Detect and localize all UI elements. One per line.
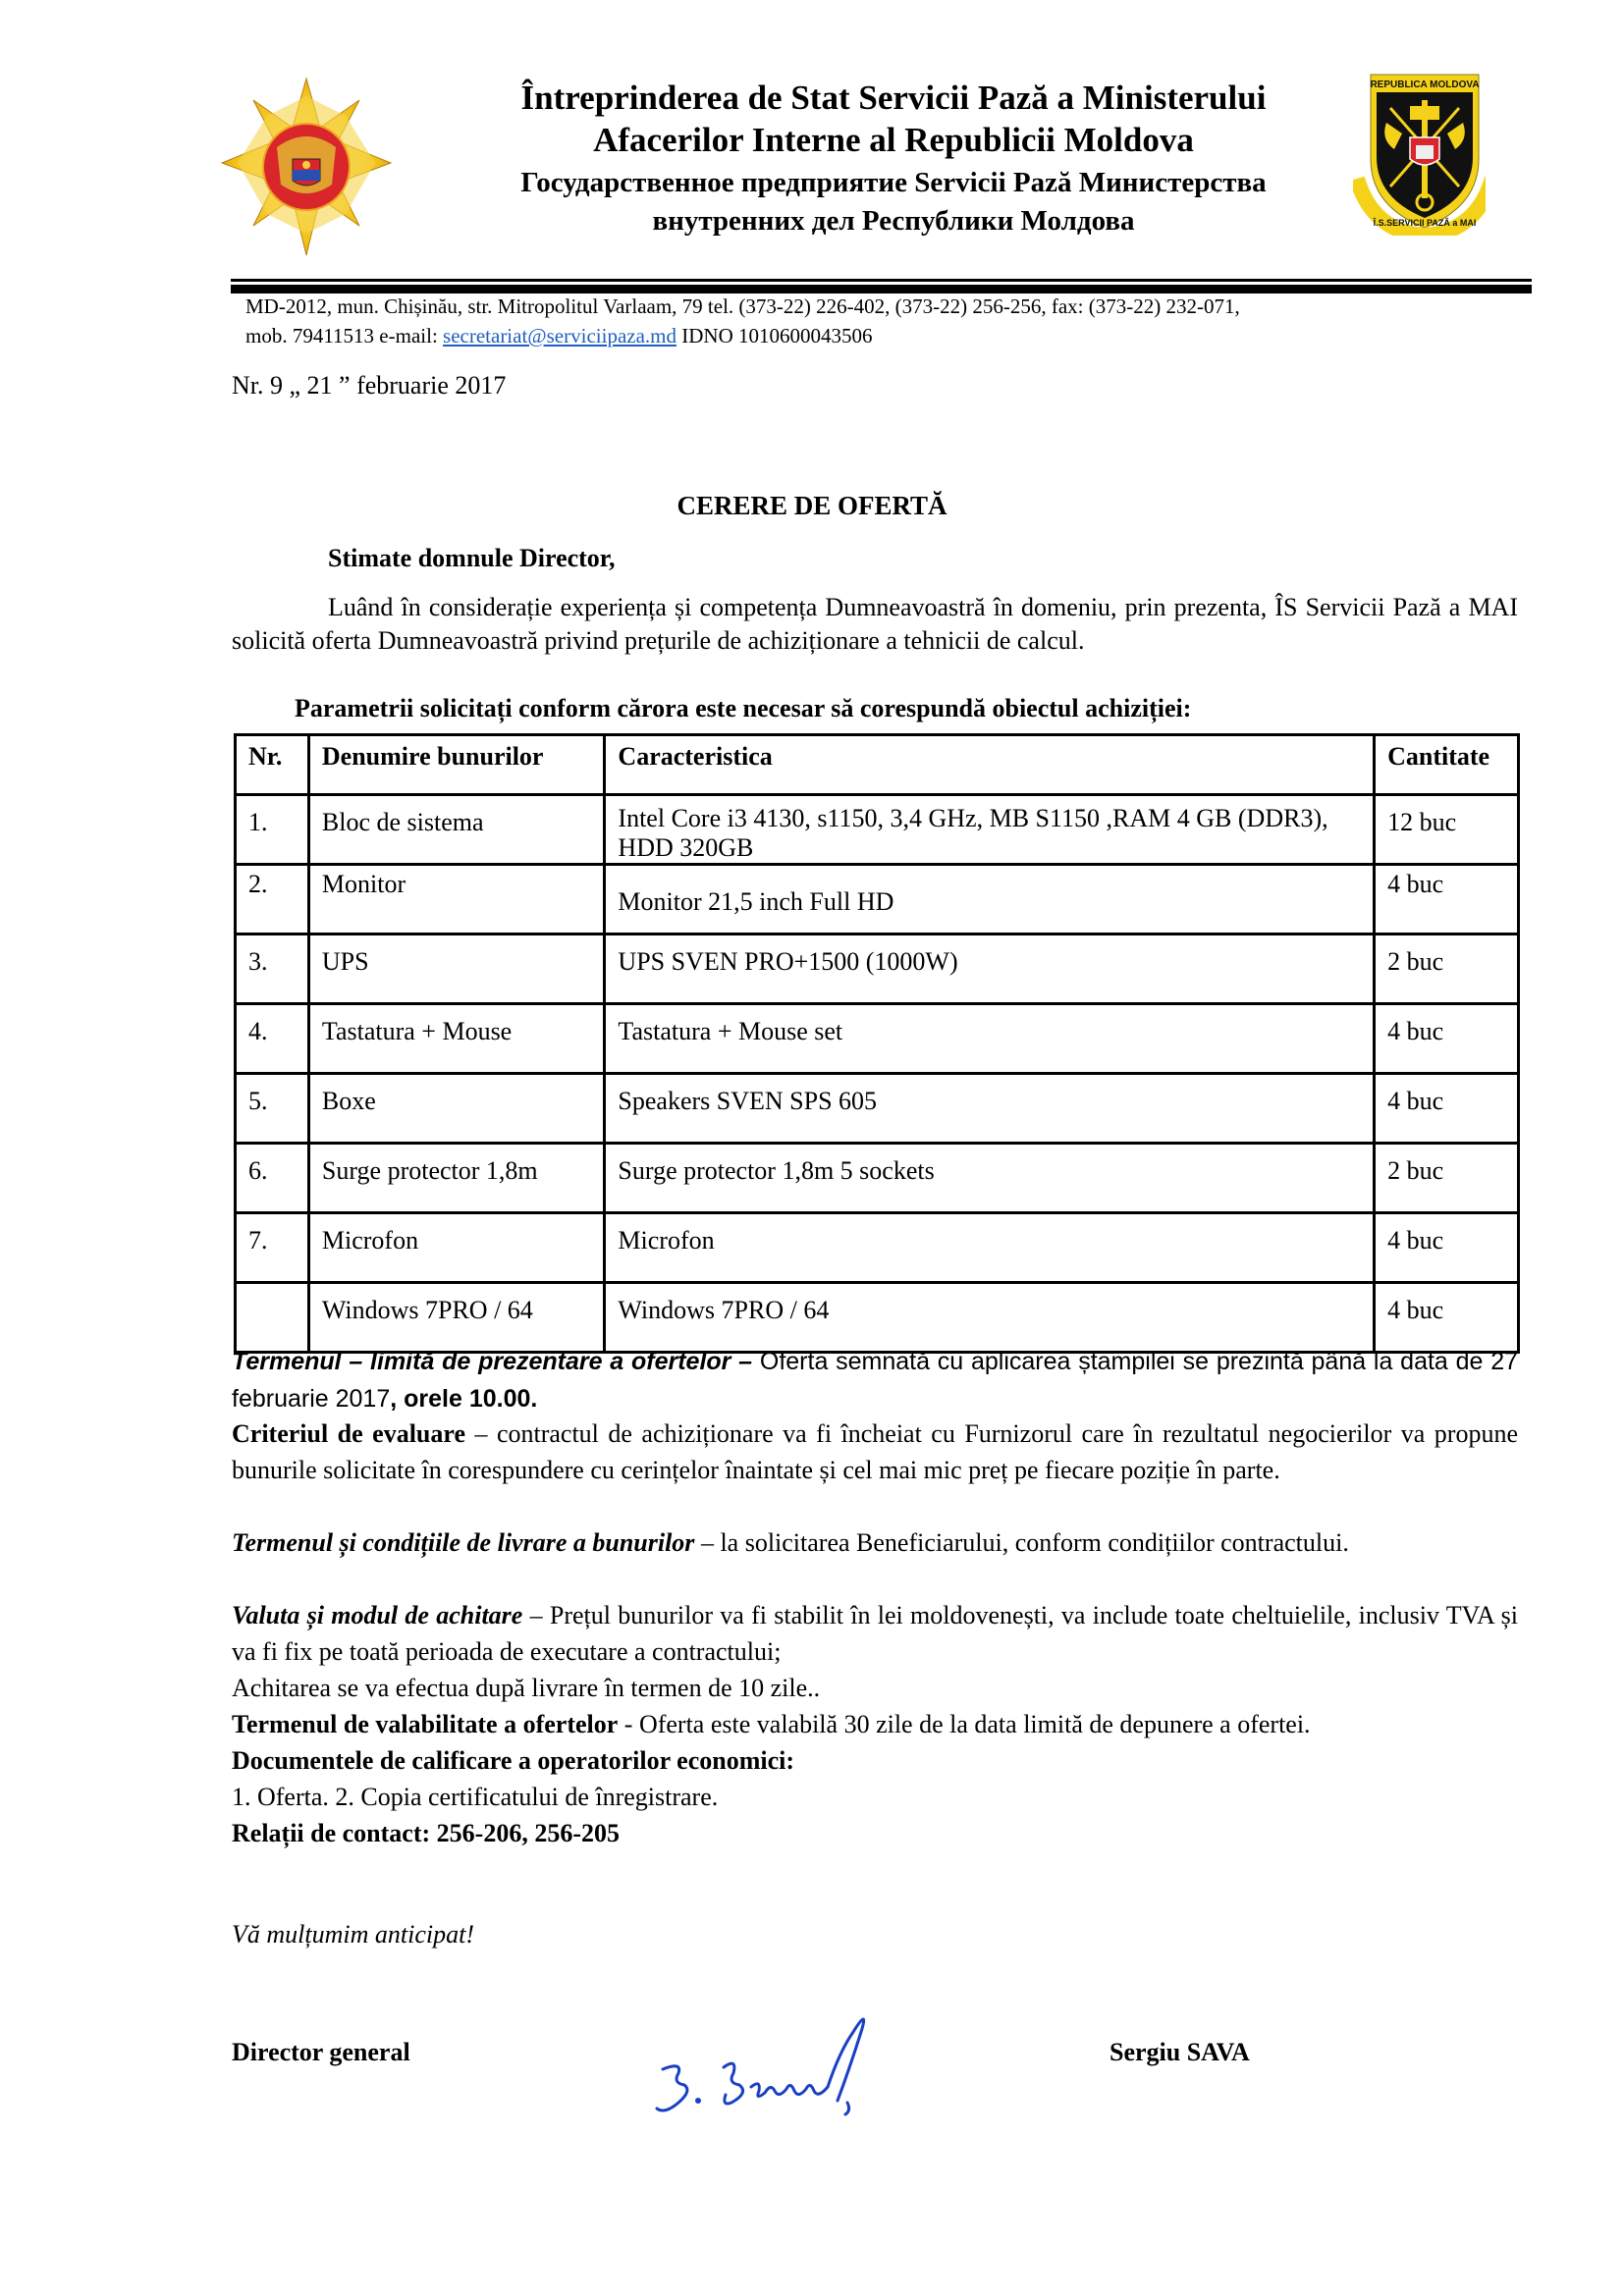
deadline-paragraph	[232, 1343, 1518, 1417]
cell-name: Microfon	[308, 1213, 605, 1283]
document-title: CERERE DE OFERTĂ	[677, 491, 947, 520]
cell-spec: Monitor 21,5 inch Full HD	[605, 865, 1375, 934]
table-row	[236, 1074, 1519, 1144]
col-header-name: Denumire bunurilor	[308, 735, 605, 795]
cell-spec: Tastatura + Mouse set	[605, 1004, 1375, 1074]
currency-label: Valuta și modul de achitare	[232, 1601, 523, 1629]
cell-qty: 2 buc	[1375, 934, 1519, 1004]
star-emblem-icon	[218, 77, 395, 258]
signature-icon	[643, 1993, 938, 2125]
qualification-docs-list: 1. Oferta. 2. Copia certificatului de înregistrare.	[232, 1783, 719, 1811]
contact-paragraph	[232, 1815, 1518, 1851]
cell-name: Monitor	[308, 865, 605, 934]
delivery-label: Termenul și condițiile de livrare a bunurilor	[232, 1528, 695, 1557]
deadline-text: Oferta semnată cu aplicarea ștampilei se prezintă până la data de 27 februarie 2017	[232, 1348, 1518, 1413]
cell-nr: 1.	[236, 795, 309, 865]
cell-name: Bloc de sistema	[308, 795, 605, 865]
criteria-text: – contractul de achiziționare va fi încheiat cu Furnizorul care în rezultatul negocierilor va propune bunurile solicitate în corespundere cu cerințelor înaintate și cel mai mic preț pe fiecare poziție în parte.	[232, 1419, 1518, 1484]
idno-text: IDNO 1010600043506	[677, 324, 873, 347]
deadline-label: Termenul – limită de prezentare a ofertelor –	[232, 1348, 753, 1375]
validity-label: Termenul de valabilitate a ofertelor	[232, 1710, 619, 1738]
cell-qty: 4 buc	[1375, 1283, 1519, 1353]
cell-nr: 5.	[236, 1074, 309, 1144]
deadline-time: , orele 10.00.	[390, 1385, 538, 1413]
table-row	[236, 795, 1519, 865]
qualification-docs-heading: Documentele de calificare a operatorilor economici:	[232, 1746, 795, 1775]
table-header-row	[236, 735, 1519, 795]
shield-emblem-icon	[1353, 69, 1486, 236]
signer-role: Director general	[232, 2038, 410, 2066]
cell-nr: 6.	[236, 1144, 309, 1213]
intro-text: Luând în considerație experiența și competența Dumneavoastră în domeniu, prin prezenta, ÎS Servicii Pază a MAI solicită oferta Dumneavoastră privind prețurile de achiziționare a tehnicii de calcul.	[232, 593, 1518, 655]
contact-numbers: 256-206, 256-205	[436, 1819, 620, 1847]
signer-name: Sergiu SAVA	[1110, 2038, 1250, 2066]
delivery-text: – la solicitarea Beneficiarului, conform condițiilor contractului.	[694, 1528, 1349, 1557]
table-row	[236, 1283, 1519, 1353]
cell-spec: Speakers SVEN SPS 605	[605, 1074, 1375, 1144]
thanks-text: Vă mulțumim anticipat!	[232, 1920, 474, 1949]
contact-label: Relații de contact:	[232, 1819, 437, 1847]
table-row	[236, 934, 1519, 1004]
cell-name: Windows 7PRO / 64	[308, 1283, 605, 1353]
header-divider-thin	[231, 279, 1532, 282]
col-header-nr: Nr.	[236, 735, 309, 795]
cell-spec: Windows 7PRO / 64	[605, 1283, 1375, 1353]
criteria-label: Criteriul de evaluare	[232, 1419, 465, 1448]
contact-line	[245, 324, 873, 348]
cell-spec: Microfon	[605, 1213, 1375, 1283]
cell-qty: 4 buc	[1375, 1213, 1519, 1283]
cell-spec: UPS SVEN PRO+1500 (1000W)	[605, 934, 1375, 1004]
validity-paragraph	[232, 1706, 1518, 1742]
cell-nr: 4.	[236, 1004, 309, 1074]
cell-qty: 12 buc	[1375, 795, 1519, 865]
items-table	[234, 733, 1520, 1354]
col-header-spec: Caracteristica	[605, 735, 1375, 795]
cell-nr: 7.	[236, 1213, 309, 1283]
cell-nr: 3.	[236, 934, 309, 1004]
delivery-paragraph	[232, 1524, 1518, 1561]
cell-name: Surge protector 1,8m	[308, 1144, 605, 1213]
org-name-line-1: Întreprinderea de Stat Servicii Pază a Ministerului	[520, 79, 1267, 117]
header-divider-thick	[231, 285, 1532, 294]
currency-paragraph	[232, 1597, 1518, 1670]
table-row	[236, 865, 1519, 934]
table-row	[236, 1213, 1519, 1283]
mobile-text: mob. 79411513 e-mail:	[245, 324, 444, 347]
table-row	[236, 1004, 1519, 1074]
org-name-ru-line-1: Государственное предприятие Servicii Pază Министерства	[520, 167, 1267, 198]
criteria-paragraph	[232, 1415, 1518, 1488]
document-number: Nr. 9 „ 21 ” februarie 2017	[232, 371, 507, 400]
shield-top-text: REPUBLICA MOLDOVA	[1370, 80, 1480, 90]
email-link[interactable]: secretariat@serviciipaza.md	[443, 324, 677, 347]
cell-spec: Surge protector 1,8m 5 sockets	[605, 1144, 1375, 1213]
salutation: Stimate domnule Director,	[328, 544, 616, 572]
org-name-ru-line-2: внутренних дел Республики Молдова	[652, 205, 1135, 237]
cell-nr	[236, 1283, 309, 1353]
cell-name: UPS	[308, 934, 605, 1004]
cell-spec: Intel Core i3 4130, s1150, 3,4 GHz, MB S1150 ,RAM 4 GB (DDR3), HDD 320GB	[605, 795, 1375, 865]
shield-bottom-text: Î.S.SERVICII PAZĂ a MAI	[1373, 218, 1477, 228]
cell-name: Tastatura + Mouse	[308, 1004, 605, 1074]
intro-paragraph	[232, 591, 1518, 658]
params-heading: Parametrii solicitați conform cărora este necesar să corespundă obiectul achiziției:	[295, 694, 1192, 722]
col-header-qty: Cantitate	[1375, 735, 1519, 795]
org-name-line-2: Afacerilor Interne al Republicii Moldova	[593, 121, 1194, 159]
cell-qty: 4 buc	[1375, 1074, 1519, 1144]
cell-name: Boxe	[308, 1074, 605, 1144]
currency-text: – Prețul bunurilor va fi stabilit în lei moldovenești, va include toate cheltuielile, inclusiv TVA și va fi fix pe toată perioada de executare a contractului;	[232, 1601, 1518, 1666]
cell-qty: 2 buc	[1375, 1144, 1519, 1213]
cell-qty: 4 buc	[1375, 1004, 1519, 1074]
payment-paragraph: Achitarea se va efectua după livrare în termen de 10 zile..	[232, 1674, 821, 1702]
validity-text: - Oferta este valabilă 30 zile de la data limită de depunere a ofertei.	[618, 1710, 1311, 1738]
address-line: MD-2012, mun. Chișinău, str. Mitropolitul Varlaam, 79 tel. (373-22) 226-402, (373-22) 256-256, fax: (373-22) 232-071,	[245, 294, 1240, 318]
cell-qty: 4 buc	[1375, 865, 1519, 934]
table-row	[236, 1144, 1519, 1213]
cell-nr: 2.	[236, 865, 309, 934]
